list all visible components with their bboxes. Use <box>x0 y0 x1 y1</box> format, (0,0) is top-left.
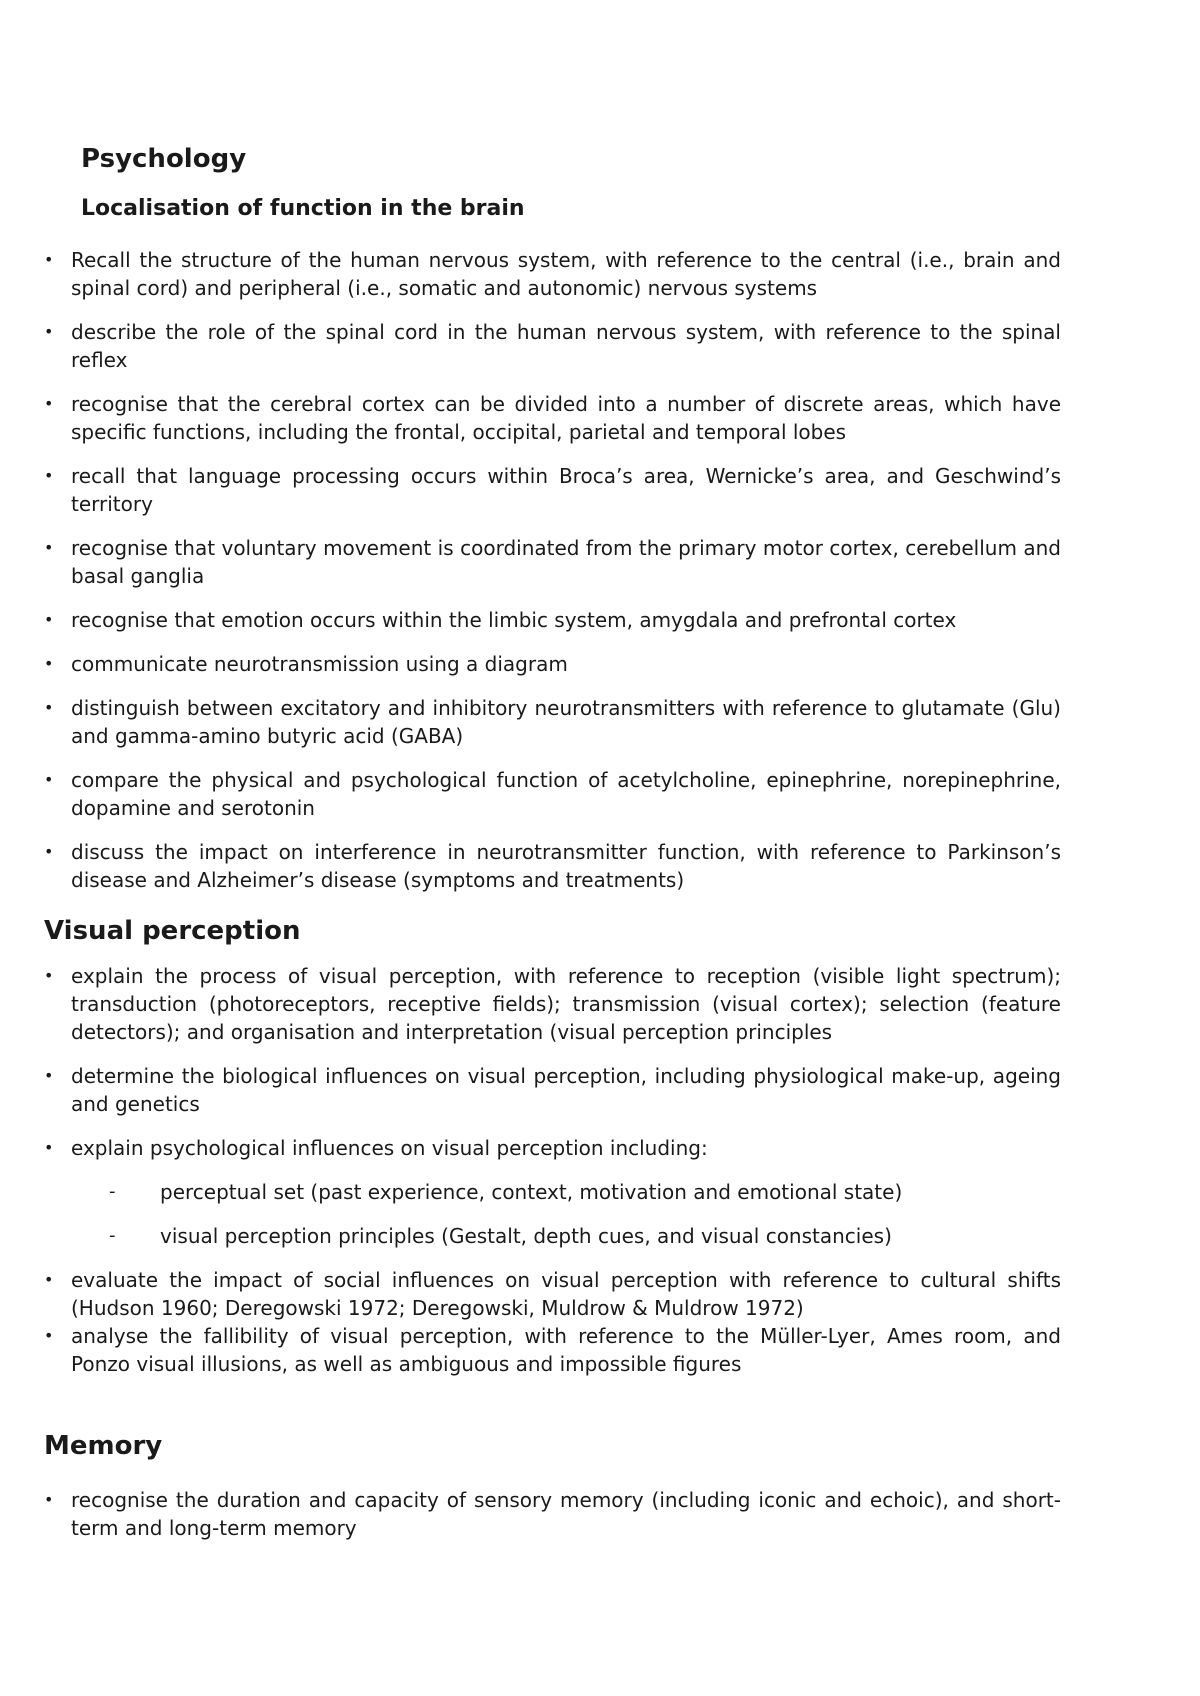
section-heading-localisation: Localisation of function in the brain <box>81 196 525 221</box>
list-item-text: explain the process of visual perception, with reference to reception (visible light spectrum); transduction (photoreceptors, receptive fields); transmission (visual cortex); selection (feature detectors); and organisation and interpretation (visual perception principles <box>71 964 1061 1044</box>
localisation-list <box>44 246 1061 910</box>
dash-icon: - <box>109 1225 116 1246</box>
list-item-text: recognise that voluntary movement is coordinated from the primary motor cortex, cerebellum and basal ganglia <box>71 536 1061 588</box>
bullet-icon: • <box>44 1270 54 1289</box>
list-item-text: recognise that the cerebral cortex can be divided into a number of discrete areas, which have specific functions, including the frontal, occipital, parietal and temporal lobes <box>71 392 1061 444</box>
list-item <box>44 318 1061 374</box>
section-heading-memory: Memory <box>44 1431 163 1461</box>
list-item <box>44 838 1061 894</box>
memory-list <box>44 1486 1061 1542</box>
document-title: Psychology <box>81 144 247 174</box>
list-item-text: distinguish between excitatory and inhibitory neurotransmitters with reference to glutamate (Glu) and gamma-amino butyric acid (GABA) <box>71 696 1061 748</box>
list-item <box>44 1266 1061 1322</box>
list-item <box>44 1486 1061 1542</box>
list-item-text: communicate neurotransmission using a diagram <box>71 652 568 676</box>
psychological-influences-sublist <box>71 1178 1061 1250</box>
list-item <box>44 1134 1061 1250</box>
list-item <box>44 390 1061 446</box>
list-item <box>44 1322 1061 1378</box>
bullet-icon: • <box>44 770 54 789</box>
list-item <box>44 1062 1061 1118</box>
sub-list-item <box>71 1178 1061 1206</box>
list-item <box>44 246 1061 302</box>
list-item-text: describe the role of the spinal cord in the human nervous system, with reference to the spinal reflex <box>71 320 1061 372</box>
bullet-icon: • <box>44 966 54 985</box>
sub-list-item-text: visual perception principles (Gestalt, depth cues, and visual constancies) <box>160 1224 892 1248</box>
bullet-icon: • <box>44 322 54 341</box>
list-item <box>44 694 1061 750</box>
bullet-icon: • <box>44 610 54 629</box>
list-item-text: recall that language processing occurs within Broca’s area, Wernicke’s area, and Geschwind’s territory <box>71 464 1061 516</box>
list-item <box>44 962 1061 1046</box>
list-item-text: determine the biological influences on visual perception, including physiological make-up, ageing and genetics <box>71 1064 1061 1116</box>
list-item-text: recognise that emotion occurs within the limbic system, amygdala and prefrontal cortex <box>71 608 957 632</box>
dash-icon: - <box>109 1181 116 1202</box>
list-item-text: compare the physical and psychological function of acetylcholine, epinephrine, norepinephrine, dopamine and serotonin <box>71 768 1061 820</box>
list-item <box>44 462 1061 518</box>
sub-list-item-text: perceptual set (past experience, context, motivation and emotional state) <box>160 1180 903 1204</box>
bullet-icon: • <box>44 466 54 485</box>
list-item <box>44 534 1061 590</box>
visual-perception-list <box>44 962 1061 1394</box>
bullet-icon: • <box>44 1066 54 1085</box>
list-item-text: recognise the duration and capacity of sensory memory (including iconic and echoic), and short-term and long-term memory <box>71 1488 1061 1540</box>
bullet-icon: • <box>44 842 54 861</box>
bullet-icon: • <box>44 394 54 413</box>
list-item <box>44 606 1061 634</box>
list-item-text: analyse the fallibility of visual perception, with reference to the Müller-Lyer, Ames room, and Ponzo visual illusions, as well as ambiguous and impossible figures <box>71 1324 1061 1376</box>
bullet-icon: • <box>44 250 54 269</box>
list-item-text: Recall the structure of the human nervous system, with reference to the central (i.e., brain and spinal cord) and peripheral (i.e., somatic and autonomic) nervous systems <box>71 248 1061 300</box>
sub-list-item <box>71 1222 1061 1250</box>
list-item-text: discuss the impact on interference in neurotransmitter function, with reference to Parkinson’s disease and Alzheimer’s disease (symptoms and treatments) <box>71 840 1061 892</box>
list-item <box>44 650 1061 678</box>
bullet-icon: • <box>44 538 54 557</box>
bullet-icon: • <box>44 1138 54 1157</box>
list-item-text: explain psychological influences on visual perception including: <box>71 1136 708 1160</box>
bullet-icon: • <box>44 654 54 673</box>
bullet-icon: • <box>44 698 54 717</box>
list-item <box>44 766 1061 822</box>
bullet-icon: • <box>44 1490 54 1509</box>
section-heading-visual-perception: Visual perception <box>44 916 301 946</box>
bullet-icon: • <box>44 1326 54 1345</box>
list-item-text: evaluate the impact of social influences on visual perception with reference to cultural shifts (Hudson 1960; Deregowski 1972; Deregowski, Muldrow & Muldrow 1972) <box>71 1268 1061 1320</box>
